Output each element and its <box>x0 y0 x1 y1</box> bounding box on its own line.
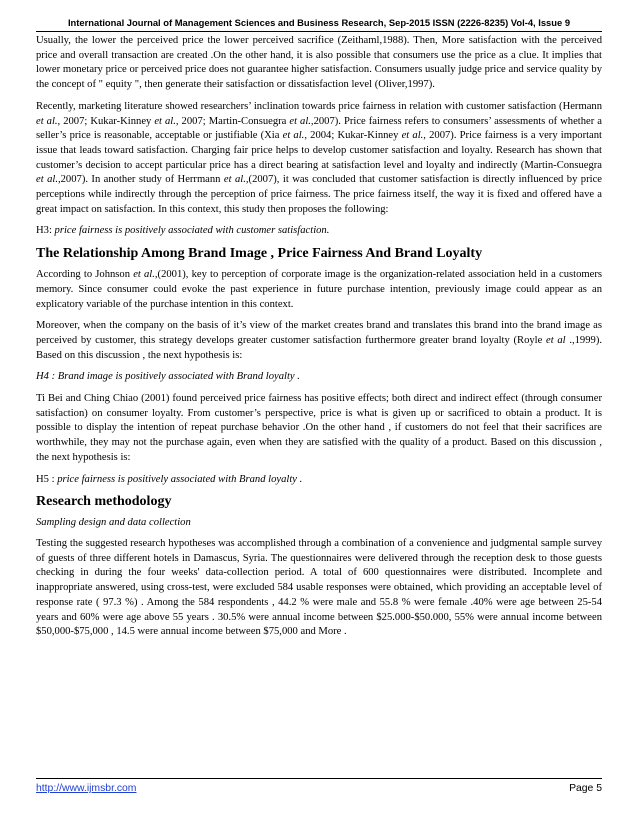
section-heading-methodology: Research methodology <box>36 494 172 510</box>
header-rule <box>36 31 602 32</box>
page-footer <box>36 782 602 796</box>
section-heading-brand-image: The Relationship Among Brand Image , Price Fairness And Brand Loyalty <box>36 246 483 262</box>
hypothesis-h5 <box>36 473 602 488</box>
citation-etal: et al., <box>401 130 426 142</box>
text-run: According to Johnson <box>36 269 134 281</box>
text-run: 2007; Martin-Consuegra <box>178 115 290 127</box>
text-run: (2001), key to perception of corporate image is the organization-related association held in a customers memory. Since consumer could evoke the past experience in future purchase intention, previously image could appear as an explicatory variable of the purchase intention in this context. <box>36 269 602 310</box>
hypothesis-h4 <box>36 370 602 385</box>
hypothesis-h3 <box>36 224 602 239</box>
journal-header: International Journal of Management Sciences and Business Research, Sep-2015 ISSN (2226-8235) Vol-4, Issue 9 <box>67 17 571 28</box>
citation-etal: et al., <box>223 174 249 186</box>
hypothesis-text: price fairness is positively associated with Brand loyalty . <box>57 473 303 485</box>
text-run: Recently, marketing literature showed researchers’ inclination towards price fairness in relation with customer satisfaction (Hermann <box>36 100 602 112</box>
paragraph-brand-loyalty <box>36 319 602 363</box>
text-run: Moreover, when the company on the basis of it’s view of the market creates brand and translates this brand into the brand image as perceived by customer, this strategy develops greater customer satisfaction furthermore greater brand loyalty (Royle <box>36 320 602 346</box>
paragraph-perceived-fairness: Ti Bei and Ching Chiao (2001) found perceived price fairness has positive effects; both direct and indirect effect (through consumer satisfaction) on consumer loyalty. From customer’s perspective, price is what is given up or sacrificed to obtain a product. It is possible to display the intention of repeat purchase behavior .On the other hand , if customers do not feel that their sacrifices are worthwhile, they may not the purchase again, even when they are satisfied with the quality of a product. Based on this discussion , the next hypothesis is: <box>36 393 602 463</box>
subsection-heading-sampling: Sampling design and data collection <box>36 517 191 529</box>
citation-etal: et al., <box>36 174 61 186</box>
hypothesis-text: H4 : Brand image is positively associated with Brand loyalty . <box>36 371 300 383</box>
citation-etal: et al., <box>154 115 179 127</box>
citation-etal: et al., <box>36 115 61 127</box>
text-run: 2007). Price fairness is a very important issue that leads toward satisfaction. Charging fair price helps to develop customer satisfaction and loyalty. Research has shown that customer’s decision to accept particular price has a direct bearing at satisfaction level and loyalty and indirectly (Martin-Consuegra <box>36 130 602 171</box>
citation-etal: et al., <box>133 269 158 281</box>
paragraph-sampling: Testing the suggested research hypotheses was accomplished through a combination of a convenience and judgmental sample survey of guests of three different hotels in Damascus, Syria. The questionnaires were delivered through the reception desk to those guests checking in during the four weeks' data-collection period. A total of 600 questionnaires were distributed. Incomplete and inappropriate answered, using cross-test, were excluded 584 usable responses were obtained, which providing an acceptable level of response rate ( 97.3 %) . Among the 584 respondents , 44.2 % were male and 55.8 % were female .40% were age between 25-54 years and 60% were age above 55 years . 30.5% were annual income between $25.000-$50.000, 55% were annual income between $50,000-$75,000 , 14.5 were annual income between $75,000 and More . <box>36 537 602 638</box>
paragraph-corporate-image <box>36 268 602 312</box>
text-run: (2007), it was concluded that customer satisfaction is directly influenced by price perceptions while indirectly through the perception of price fairness. The price fairness itself, the way it is fixed and offered have a great impact on satisfaction. In this context, this study then proposes the following: <box>36 174 602 215</box>
citation-etal: et al <box>546 334 566 346</box>
hypothesis-label: H3: <box>36 225 55 237</box>
paragraph-price-fairness <box>36 100 602 218</box>
citation-etal: et al., <box>289 115 314 127</box>
journal-url-link[interactable]: http://www.ijmsbr.com <box>36 783 137 794</box>
paragraph-price-sacrifice: Usually, the lower the perceived price the lower perceived sacrifice (Zeithaml,1988). Then, More satisfaction with the perceived price and overall transaction are created .On the other hand, it is also possible that consumers use the price as a clue. It implies that lower monetary price or perceived price does not guarantee higher satisfaction. Consumers usually judge price and service quality by the concept of " equity ", then generate their satisfaction or dissatisfaction level (Oliver,1997). <box>36 35 602 91</box>
text-run: 2007; Kukar-Kinney <box>60 115 155 127</box>
citation-etal: et al., <box>282 130 307 142</box>
page-number: Page 5 <box>569 783 602 794</box>
text-run: 2007). Price fairness refers to consumers’ assessments of whether a seller’s price is reasonable, acceptable or justifiable (Xia <box>36 115 602 142</box>
text-run: 2004; Kukar-Kinney <box>306 130 402 142</box>
page-content <box>36 34 602 647</box>
hypothesis-label: H5 : <box>36 473 58 485</box>
text-run: .,1999). Based on this discussion , the next hypothesis is: <box>36 334 602 361</box>
text-run: 2007). In another study of Herrmann <box>60 174 224 186</box>
footer-rule <box>36 778 602 779</box>
hypothesis-text: price fairness is positively associated with customer satisfaction. <box>54 225 330 237</box>
